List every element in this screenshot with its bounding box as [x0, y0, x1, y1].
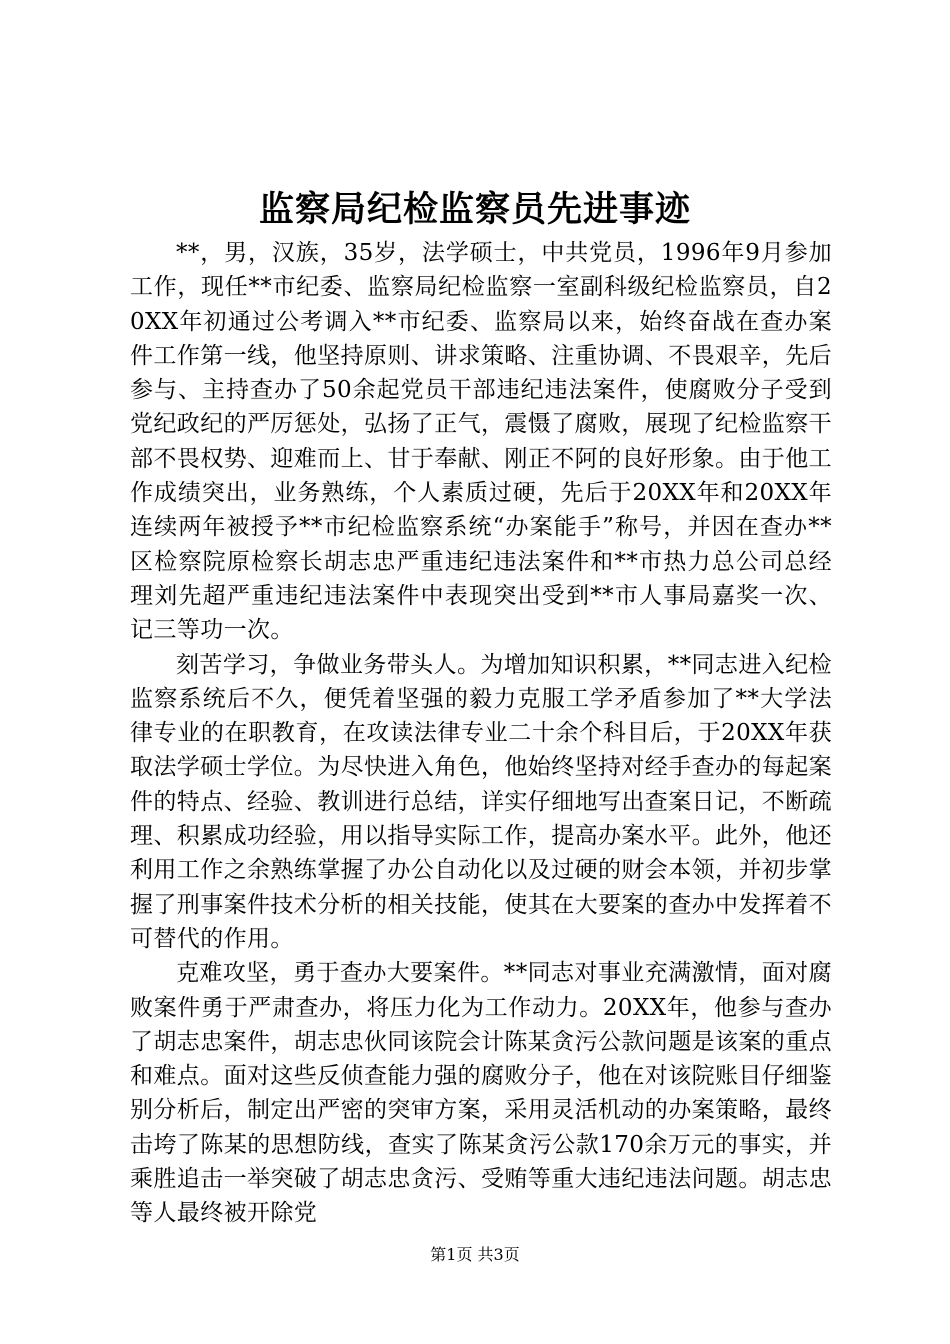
paragraph-intro: **，男，汉族，35岁，法学硕士，中共党员，1996年9月参加工作，现任**市纪委、监察局纪检监察一室副科级纪检监察员，自20XX年初通过公考调入**市纪委、监察局以来，始终奋战在查办案件工作第一线，他坚持原则、讲求策略、注重协调、不畏艰辛，先后参与、主持查办了50余起党员干部违纪违法案件，使腐败分子受到党纪政纪的严厉惩处，弘扬了正气，震慑了腐败，展现了纪检监察干部不畏权势、迎难而上、甘于奉献、刚正不阿的良好形象。由于他工作成绩突出，业务熟练，个人素质过硬，先后于20XX年和20XX年连续两年被授予**市纪检监察系统“办案能手”称号，并因在查办**区检察院原检察长胡志忠严重违纪违法案件和**市热力总公司总经理刘先超严重违纪违法案件中表现突出受到**市人事局嘉奖一次、记三等功一次。 [130, 240, 832, 644]
page-footer [0, 1244, 950, 1266]
document-body [130, 236, 832, 1231]
paragraph-cases: 克难攻坚，勇于查办大要案件。**同志对事业充满激情，面对腐败案件勇于严肃查办，将压力化为工作动力。20XX年，他参与查办了胡志忠案件，胡志忠伙同该院会计陈某贪污公款问题是该案的重点和难点。面对这些反侦查能力强的腐败分子，他在对该院账目仔细鉴别分析后，制定出严密的突审方案，采用灵活机动的办案策略，最终击垮了陈某的思想防线，查实了陈某贪污公款170余万元的事实，并乘胜追击一举突破了胡志忠贪污、受贿等重大违纪违法问题。胡志忠等人最终被开除党 [130, 960, 832, 1227]
page-indicator: 第1页 共3页 [430, 1245, 520, 1264]
document-title: 监察局纪检监察员先进事迹 [258, 189, 691, 230]
paragraph-study: 刻苦学习，争做业务带头人。为增加知识积累，**同志进入纪检监察系统后不久，便凭着坚强的毅力克服工学矛盾参加了**大学法律专业的在职教育，在攻读法律专业二十余个科目后，于20XX年获取法学硕士学位。为尽快进入角色，他始终坚持对经手查办的每起案件的特点、经验、教训进行总结，详实仔细地写出查案日记，不断疏理、积累成功经验，用以指导实际工作，提高办案水平。此外，他还利用工作之余熟练掌握了办公自动化以及过硬的财会本领，并初步掌握了刑事案件技术分析的相关技能，使其在大要案的查办中发挥着不可替代的作用。 [130, 651, 832, 952]
